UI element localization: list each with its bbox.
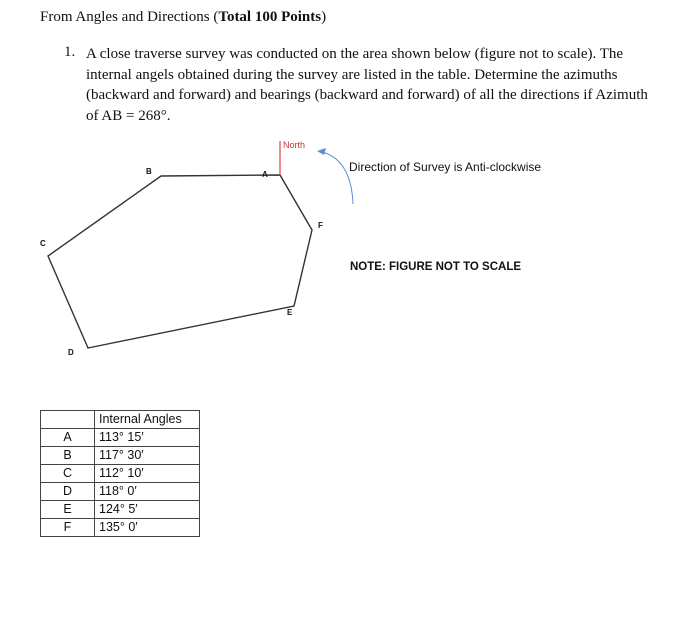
traverse-polygon (48, 175, 312, 348)
question-number: 1. (64, 44, 76, 60)
table-header: Internal Angles (95, 411, 200, 429)
table-angle: 117° 30′ (95, 447, 200, 465)
point-label-d: D (68, 348, 74, 357)
heading-suffix: ) (321, 9, 327, 25)
point-label-e: E (287, 308, 293, 317)
heading-prefix: From Angles and Directions ( (40, 9, 219, 25)
table-row (41, 429, 200, 447)
table-angle: 118° 0′ (95, 483, 200, 501)
point-label-f: F (318, 221, 323, 230)
table-header-row (41, 411, 200, 429)
table-angle: 124° 5′ (95, 501, 200, 519)
table-row (41, 519, 200, 537)
table-angle: 135° 0′ (95, 519, 200, 537)
point-label-a: A (262, 170, 268, 179)
table-row (41, 447, 200, 465)
point-label-b: B (146, 167, 152, 176)
survey-direction-note: Direction of Survey is Anti-clockwise (349, 160, 542, 174)
table-point: A (41, 429, 95, 447)
table-angle: 113° 15′ (95, 429, 200, 447)
table-row (41, 501, 200, 519)
arrowhead-icon (317, 148, 326, 155)
internal-angles-table (40, 410, 200, 537)
heading-points: Total 100 Points (218, 9, 322, 25)
table-point: F (41, 519, 95, 537)
north-label: North (283, 140, 306, 150)
table-point: E (41, 501, 95, 519)
table-angle: 112° 10′ (95, 465, 200, 483)
table-header-blank (41, 411, 95, 429)
scale-note: NOTE: FIGURE NOT TO SCALE (350, 261, 522, 273)
point-label-c: C (40, 239, 46, 248)
table-row (41, 465, 200, 483)
table-point: D (41, 483, 95, 501)
table-row (41, 483, 200, 501)
table-point: C (41, 465, 95, 483)
table-point: B (41, 447, 95, 465)
question-text: A close traverse survey was conducted on the area shown below (figure not to scale). The internal angels obtained during the survey are listed in the table. Determine the azimuths (backward and forward) and bearings (backward and forward) of all the directions if Azimuth of AB = 268°. (86, 46, 648, 124)
